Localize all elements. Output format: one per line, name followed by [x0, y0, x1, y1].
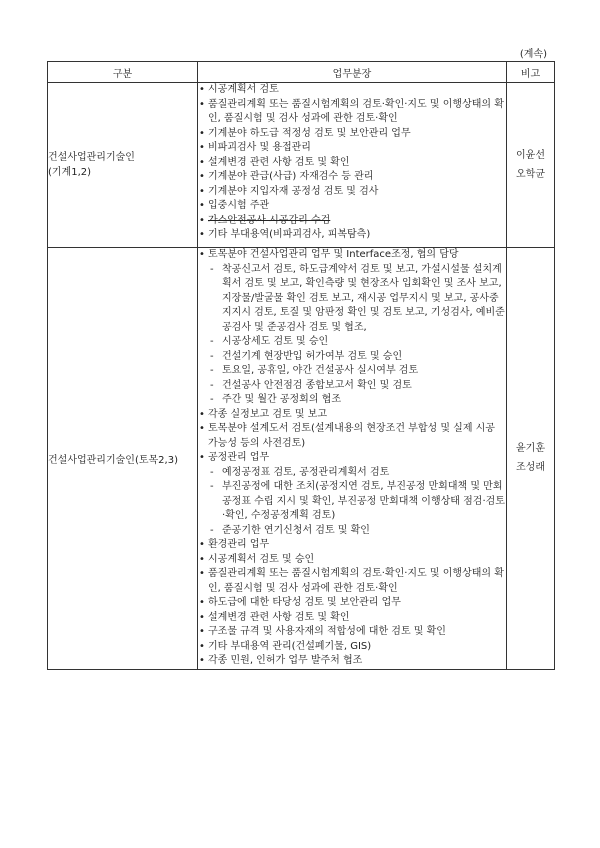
duty-list: [198, 83, 506, 243]
duty-item: • 설계변경 관련 사항 검토 및 확인: [198, 156, 506, 171]
header-category: 구분: [48, 62, 198, 83]
row-notes: [507, 248, 555, 670]
row-duties: [198, 83, 507, 248]
duty-subitem: - 토요일, 공휴일, 야간 건설공사 실시여부 검토: [198, 364, 506, 379]
table-row: [48, 248, 555, 670]
duty-item: • 기계분야 관급(사급) 자재검수 등 관리: [198, 170, 506, 185]
header-duties: 업무분장: [198, 62, 507, 83]
note-name: 조성래: [516, 462, 545, 474]
duty-item: • 각종 실정보고 검토 및 보고: [198, 408, 506, 423]
category-line: 건설사업관리기술인: [48, 152, 135, 163]
row-category: [48, 83, 198, 248]
duty-item: • 기계분야 하도급 적정성 검토 및 보안관리 업무: [198, 127, 506, 142]
duty-item: • 토목분야 설계도서 검토(설계내용의 현장조건 부합성 및 실제 시공 가능성 등의 사전검토): [198, 422, 506, 451]
duty-assignment-table: [47, 61, 555, 670]
category-line: (기계1,2): [48, 167, 92, 178]
duty-item: • 가스안전공사 시공감리 수검: [198, 214, 506, 229]
duty-subitem: - 시공상세도 검토 및 승인: [198, 335, 506, 350]
duty-item: • 하도급에 대한 타당성 검토 및 보안관리 업무: [198, 596, 506, 611]
duty-item: • 시공계획서 검토: [198, 83, 506, 98]
duty-subitem: - 주간 및 월간 공정회의 협조: [198, 393, 506, 408]
duty-item: • 기타 부대용역 관리(건설폐기물, GIS): [198, 640, 506, 655]
duty-subitem: - 착공신고서 검토, 하도급계약서 검토 및 보고, 가설시설물 설치계획서 검토 및 보고, 확인측량 및 현장조사 입회확인 및 조사 보고, 지장물/발굴물 확인 검토 보고, 재시공 업무지시 및 보고, 공사중지지시 검토, 토질 및 암판정 확인 및 검토 보고, 기성검사, 예비준공검사 및 준공검사 검토 및 협조,: [198, 263, 506, 336]
duty-item: • 설계변경 관련 사항 검토 및 확인: [198, 611, 506, 626]
duty-item: • 각종 민원, 인허가 업무 발주처 협조: [198, 654, 506, 669]
duty-item: • 기타 부대용역(비파괴검사, 피복탐측): [198, 228, 506, 243]
duty-item: • 토목분야 건설사업관리 업무 및 Interface조정, 협의 담당: [198, 248, 506, 263]
duty-item: • 시공계획서 검토 및 승인: [198, 553, 506, 568]
duty-item: • 품질관리계획 또는 품질시험계획의 검토·확인·지도 및 이행상태의 확인, 품질시험 및 검사 성과에 관한 검토·확인: [198, 98, 506, 127]
table-header-row: [48, 62, 555, 83]
row-notes: [507, 83, 555, 248]
continued-label: (계속): [519, 49, 547, 60]
duty-subitem: - 준공기한 연기신청서 검토 및 확인: [198, 524, 506, 539]
duty-subitem: - 예정공정표 검토, 공정관리계획서 검토: [198, 466, 506, 481]
note-name: 이윤선: [516, 150, 545, 161]
duty-item: • 비파괴검사 및 용접관리: [198, 141, 506, 156]
duty-list: [198, 248, 506, 669]
duty-item: • 공정관리 업무: [198, 451, 506, 466]
duty-subitem: - 건설공사 안전점검 종합보고서 확인 및 검토: [198, 379, 506, 394]
duty-subitem: - 건설기계 현장반입 허가여부 검토 및 승인: [198, 350, 506, 365]
table-row: [48, 83, 555, 248]
header-notes: 비고: [507, 62, 555, 83]
row-duties: [198, 248, 507, 670]
duty-item: • 기계분야 지입자재 공정성 검토 및 검사: [198, 185, 506, 200]
duty-item: • 입중시험 주관: [198, 199, 506, 214]
note-name: 오학균: [516, 169, 545, 180]
row-category: 건설사업관리기술인(토목2,3): [48, 248, 198, 670]
duty-subitem: - 부진공정에 대한 조치(공정지연 검토, 부진공정 만회대책 및 만회공정표 수립 지시 및 확인, 부진공정 만회대책 이행상태 점검·검토·확인, 수정공정계획 검토): [198, 480, 506, 524]
duty-item: • 환경관리 업무: [198, 538, 506, 553]
duty-item: • 구조물 규격 및 사용자재의 적합성에 대한 검토 및 확인: [198, 625, 506, 640]
duty-item: • 품질관리계획 또는 품질시험계획의 검토·확인·지도 및 이행상태의 확인, 품질시험 및 검사 성과에 관한 검토·확인: [198, 567, 506, 596]
note-name: 윤기훈: [516, 443, 545, 455]
